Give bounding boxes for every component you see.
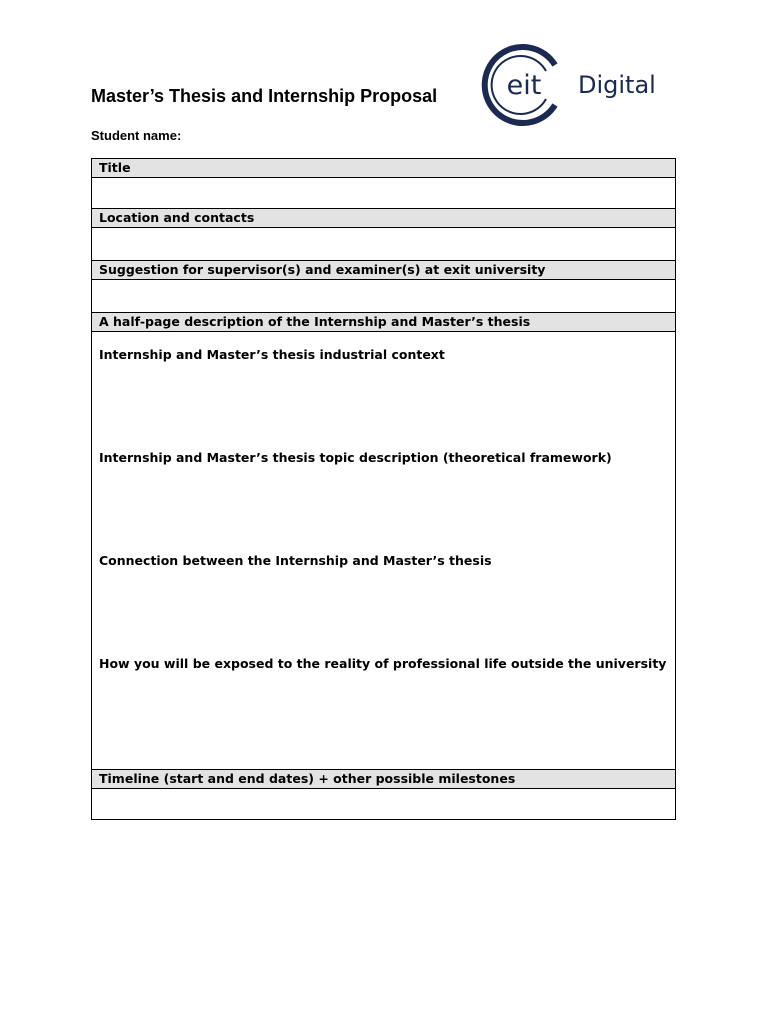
supervisors-field[interactable] [92,280,675,313]
section-timeline-header: Timeline (start and end dates) + other possible milestones [92,770,675,789]
document-title: Master’s Thesis and Internship Proposal [91,86,438,106]
description-item-industrial-context: Internship and Master’s thesis industrial context [99,347,445,362]
proposal-form-table [91,158,676,820]
student-name-label: Student name: [91,128,182,143]
description-field[interactable] [92,332,675,770]
eit-circle-mark-icon [478,44,578,134]
section-description-header: A half-page description of the Internship and Master’s thesis [92,313,675,332]
timeline-field[interactable] [92,789,675,819]
eit-digital-logo [478,44,678,134]
description-item-professional-life: How you will be exposed to the reality of professional life outside the university [99,656,667,671]
description-item-topic: Internship and Master’s thesis topic description (theoretical framework) [99,450,612,465]
section-supervisors-header: Suggestion for supervisor(s) and examiner(s) at exit university [92,261,675,280]
section-title-header: Title [92,159,675,178]
logo-mark-text: eit [506,70,542,101]
section-location-header: Location and contacts [92,209,675,228]
description-item-connection: Connection between the Internship and Master’s thesis [99,553,492,568]
title-field[interactable] [92,178,675,209]
location-field[interactable] [92,228,675,261]
logo-wordmark: Digital [578,71,656,99]
